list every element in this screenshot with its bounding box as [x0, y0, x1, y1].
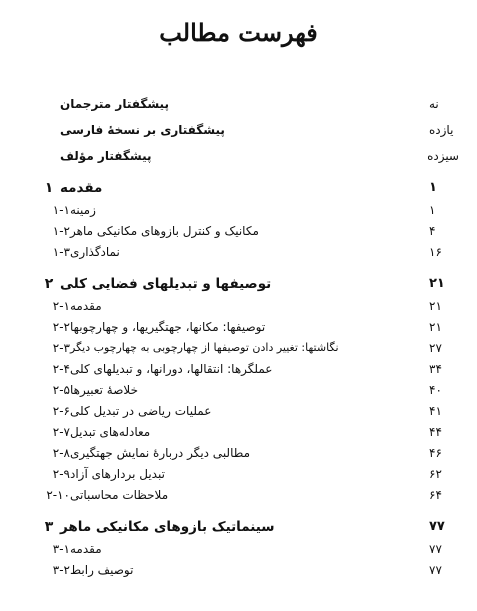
section-page: ۲۱ [429, 299, 442, 313]
section-number: ۲-۳ [52, 341, 70, 355]
preface-page: سیزده [427, 149, 459, 163]
toc-section-entry [38, 401, 459, 421]
toc-preface-entry [38, 94, 459, 114]
section-number: ۲-۱۰ [46, 488, 70, 502]
toc-section-entry [38, 359, 459, 379]
section-number: ۲-۸ [52, 446, 70, 460]
toc-section-entry [38, 200, 459, 220]
preface-title: پیشگفتاری بر نسخهٔ فارسی [60, 123, 225, 137]
toc-section-entry [38, 464, 459, 484]
section-page: ۴۰ [429, 383, 442, 397]
chapter-title: سینماتیک بازوهای مکانیکی ماهر [60, 519, 275, 535]
section-number: ۲-۵ [52, 383, 70, 397]
toc-chapter-entry [38, 274, 459, 294]
section-number: ۱-۱ [52, 203, 70, 217]
chapter-page: ۲۱ [429, 276, 445, 291]
chapter-title: توصیفها و تبدیلهای فضایی کلی [60, 276, 272, 292]
toc-preface-entry [38, 146, 459, 166]
toc-chapter-entry [38, 517, 459, 537]
chapter-page: ۷۷ [429, 519, 445, 534]
section-title: نگاشتها: تغییر دادن توصیفها از چهارچوبی به چهارچوب دیگر [70, 341, 339, 354]
section-number: ۲-۲ [52, 320, 70, 334]
section-title: معادله‌های تبدیل [70, 425, 151, 439]
section-title: مطالبی دیگر دربارهٔ نمایش جهتگیری [70, 446, 251, 460]
section-number: ۳-۲ [52, 563, 70, 577]
section-page: ۱ [429, 203, 436, 217]
section-page: ۱۶ [429, 245, 442, 259]
section-number: ۲-۴ [52, 362, 70, 376]
toc-chapter-entry [38, 178, 459, 198]
section-title: مکانیک و کنترل بازوهای مکانیکی ماهر [70, 224, 259, 238]
section-title: زمینه [70, 203, 96, 217]
section-title: خلاصهٔ تعبیرها [70, 383, 138, 397]
page-title: فهرست مطالب [159, 18, 318, 47]
toc-section-entry [38, 422, 459, 442]
chapter-number: ۲ [44, 276, 54, 292]
section-number: ۱-۳ [52, 245, 70, 259]
section-number: ۱-۲ [52, 224, 70, 238]
section-page: ۴ [429, 224, 436, 238]
chapter-title: مقدمه [60, 180, 103, 196]
toc-section-entry [38, 296, 459, 316]
section-title: عملیات ریاضی در تبدیل کلی [70, 404, 212, 418]
section-page: ۲۱ [429, 320, 442, 334]
section-title: نمادگذاری [70, 245, 120, 259]
section-page: ۴۶ [429, 446, 442, 460]
toc-section-entry [38, 485, 459, 505]
chapter-page: ۱ [429, 180, 437, 195]
section-title: مقدمه [70, 299, 102, 313]
section-number: ۲-۷ [52, 425, 70, 439]
section-page: ۷۷ [429, 563, 442, 577]
preface-page: نه [429, 97, 439, 111]
chapter-number: ۳ [44, 519, 54, 535]
section-page: ۳۴ [429, 362, 442, 376]
section-title: تبدیل بردارهای آزاد [70, 467, 165, 481]
section-page: ۶۴ [429, 488, 442, 502]
section-title: مقدمه [70, 542, 102, 556]
section-page: ۴۴ [429, 425, 442, 439]
preface-title: پیشگفتار مؤلف [60, 149, 152, 163]
section-number: ۳-۱ [52, 542, 70, 556]
section-title: ملاحظات محاسباتی [70, 488, 169, 502]
section-title: توصیف رابط [70, 563, 134, 577]
section-title: عملگرها: انتقالها، دورانها، و تبدیلهای کلی [70, 362, 273, 376]
section-page: ۲۷ [429, 341, 442, 355]
section-page: ۶۲ [429, 467, 442, 481]
section-title: توصیفها: مکانها، جهتگیریها، و چهارچوبها [70, 320, 266, 334]
section-page: ۴۱ [429, 404, 442, 418]
preface-page: یازده [429, 123, 454, 137]
section-page: ۷۷ [429, 542, 442, 556]
section-number: ۲-۱ [52, 299, 70, 313]
section-number: ۲-۹ [52, 467, 70, 481]
toc-section-entry [38, 317, 459, 337]
preface-title: پیشگفتار مترجمان [60, 97, 169, 111]
toc-section-entry [38, 338, 459, 358]
toc-section-entry [38, 242, 459, 262]
toc-section-entry [38, 221, 459, 241]
toc-section-entry [38, 380, 459, 400]
section-number: ۲-۶ [52, 404, 70, 418]
toc-section-entry [38, 560, 459, 580]
chapter-number: ۱ [44, 180, 54, 196]
toc-section-entry [38, 539, 459, 559]
toc-preface-entry [38, 120, 459, 140]
toc-section-entry [38, 443, 459, 463]
